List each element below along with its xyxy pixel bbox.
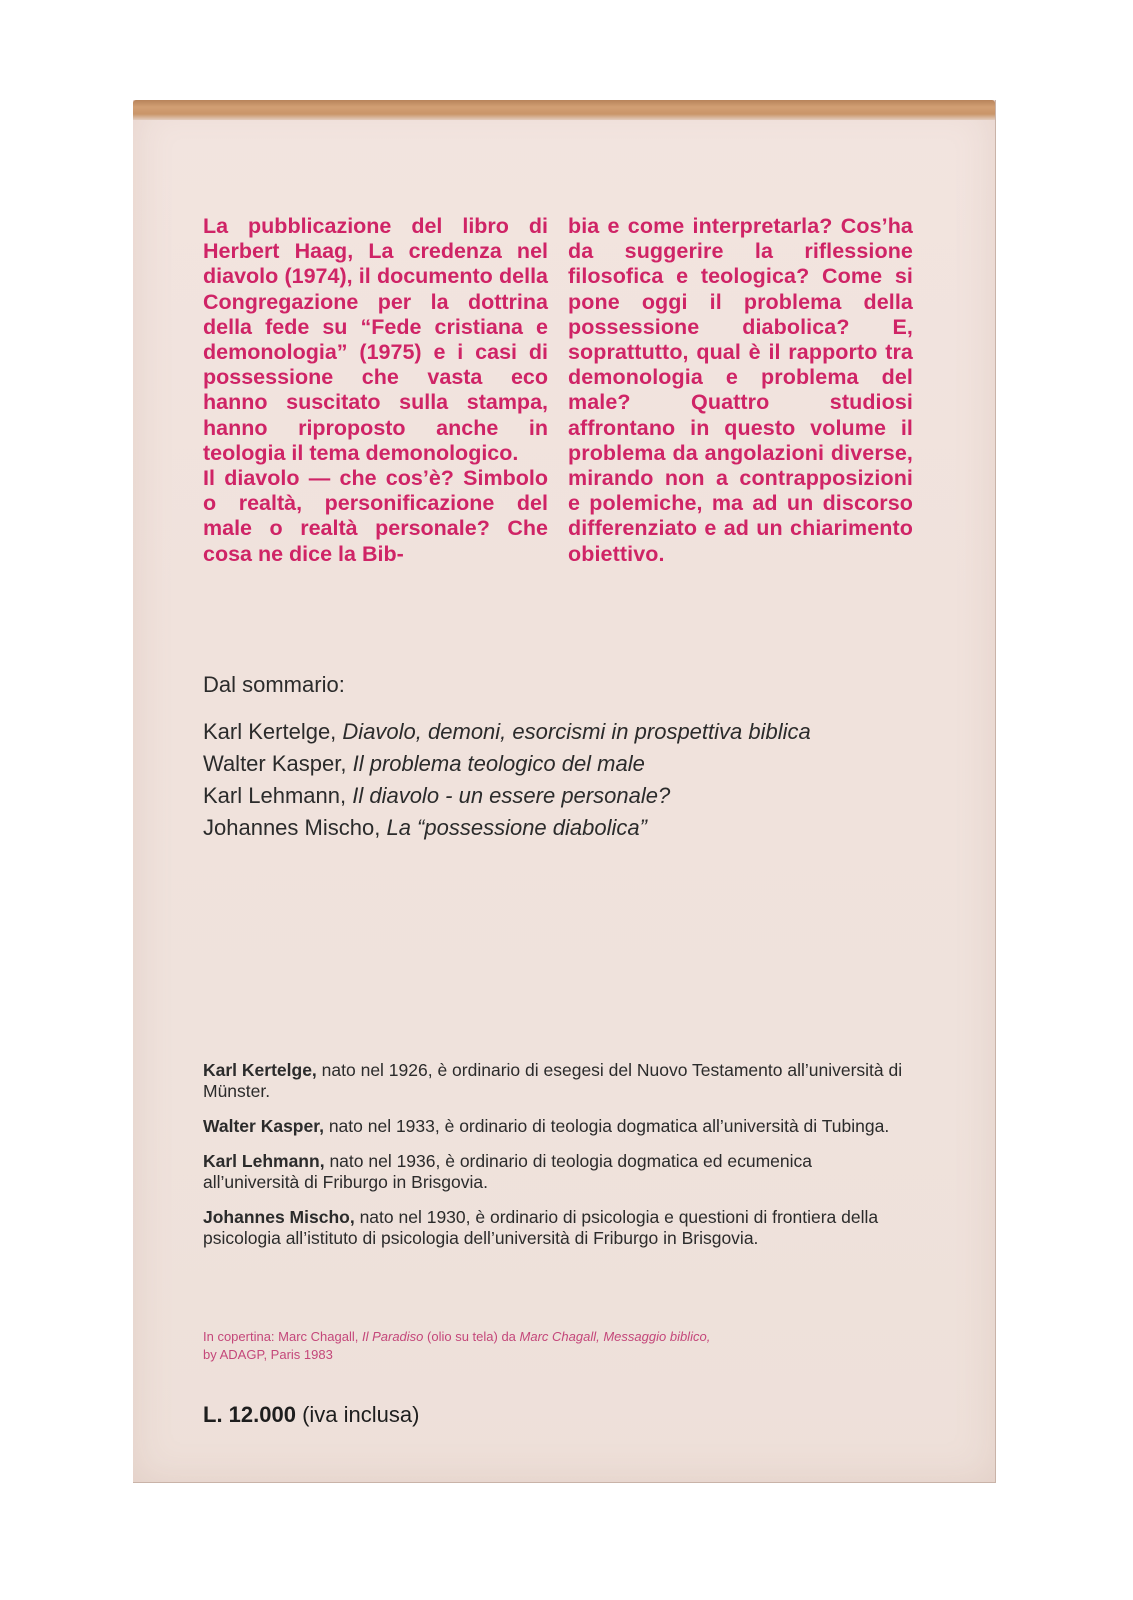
credit-source: Marc Chagall, Messaggio biblico,	[519, 1329, 711, 1344]
summary-essay-title: Diavolo, demoni, esorcismi in prospettiva biblica	[342, 719, 811, 744]
author-bio	[203, 1207, 913, 1249]
blurb-column-left	[203, 214, 548, 567]
author-bio	[203, 1151, 913, 1193]
bio-text: nato nel 1933, è ordinario di teologia dogmatica all’università di Tubinga.	[328, 1116, 890, 1136]
bio-name: Walter Kasper,	[203, 1116, 324, 1136]
author-bio	[203, 1060, 913, 1102]
summary-essay-title: Il diavolo - un essere personale?	[352, 783, 671, 808]
blurb	[203, 214, 913, 567]
summary-item	[203, 812, 963, 844]
price-note: (iva inclusa)	[302, 1402, 420, 1427]
bio-name: Karl Kertelge,	[203, 1060, 317, 1080]
table-of-contents	[203, 672, 963, 844]
summary-author: Johannes Mischo,	[203, 815, 381, 840]
book-back-cover	[133, 100, 996, 1483]
bio-text: nato nel 1926, è ordinario di esegesi del Nuovo Testamento all’università di Münster.	[203, 1060, 903, 1101]
summary-author: Karl Lehmann,	[203, 783, 347, 808]
credit-rights: by ADAGP, Paris 1983	[203, 1347, 333, 1362]
blurb-column-right	[568, 214, 913, 567]
blurb-paragraph: Il diavolo — che cos’è? Simbolo o realtà, personificazione del male o realtà personale? Che cosa ne dice la Bib-	[203, 466, 548, 566]
summary-item	[203, 716, 963, 748]
summary-list	[203, 716, 963, 844]
cover-top-edge	[133, 100, 995, 120]
summary-author: Karl Kertelge,	[203, 719, 337, 744]
bio-name: Karl Lehmann,	[203, 1151, 325, 1171]
author-bios	[203, 1060, 913, 1263]
summary-essay-title: La “possessione diabolica”	[386, 815, 647, 840]
cover-credit	[203, 1328, 923, 1364]
blurb-paragraph: bia e come interpretarla? Cos’ha da suggerire la riflessione filosofica e teologica? Come si pone oggi il problema della possessione diabolica? E, soprattutto, qual è il rapporto tra demonologia e problema del male? Quattro studiosi affrontano in questo volume il problema da angolazioni diverse, mirando non a contrapposizioni e polemiche, ma ad un discorso differenziato e ad un chiarimento obiettivo.	[568, 214, 913, 566]
credit-middle: (olio su tela) da	[427, 1329, 516, 1344]
bio-text: nato nel 1930, è ordinario di psicologia e questioni di frontiera della psicologia all’istituto di psicologia dell’università di Friburgo in Brisgovia.	[203, 1207, 879, 1248]
bio-text: nato nel 1936, è ordinario di teologia dogmatica ed ecumenica all’università di Friburgo in Brisgovia.	[203, 1151, 812, 1192]
price-amount: L. 12.000	[203, 1402, 296, 1427]
author-bio	[203, 1116, 913, 1137]
summary-title: Dal sommario:	[203, 672, 345, 697]
credit-prefix: In copertina: Marc Chagall,	[203, 1329, 359, 1344]
bio-name: Johannes Mischo,	[203, 1207, 355, 1227]
blurb-paragraph: La pubblicazione del libro di Herbert Haag, La credenza nel diavolo (1974), il documento della Congregazione per la dottrina della fede su “Fede cristiana e demonologia” (1975) e i casi di possessione che vasta eco hanno suscitato sulla stampa, hanno riproposto anche in teologia il tema demonologico.	[203, 214, 548, 465]
summary-item	[203, 748, 963, 780]
price	[203, 1402, 419, 1428]
summary-author: Walter Kasper,	[203, 751, 347, 776]
summary-item	[203, 780, 963, 812]
credit-artwork-title: Il Paradiso	[361, 1329, 424, 1344]
summary-essay-title: Il problema teologico del male	[352, 751, 645, 776]
